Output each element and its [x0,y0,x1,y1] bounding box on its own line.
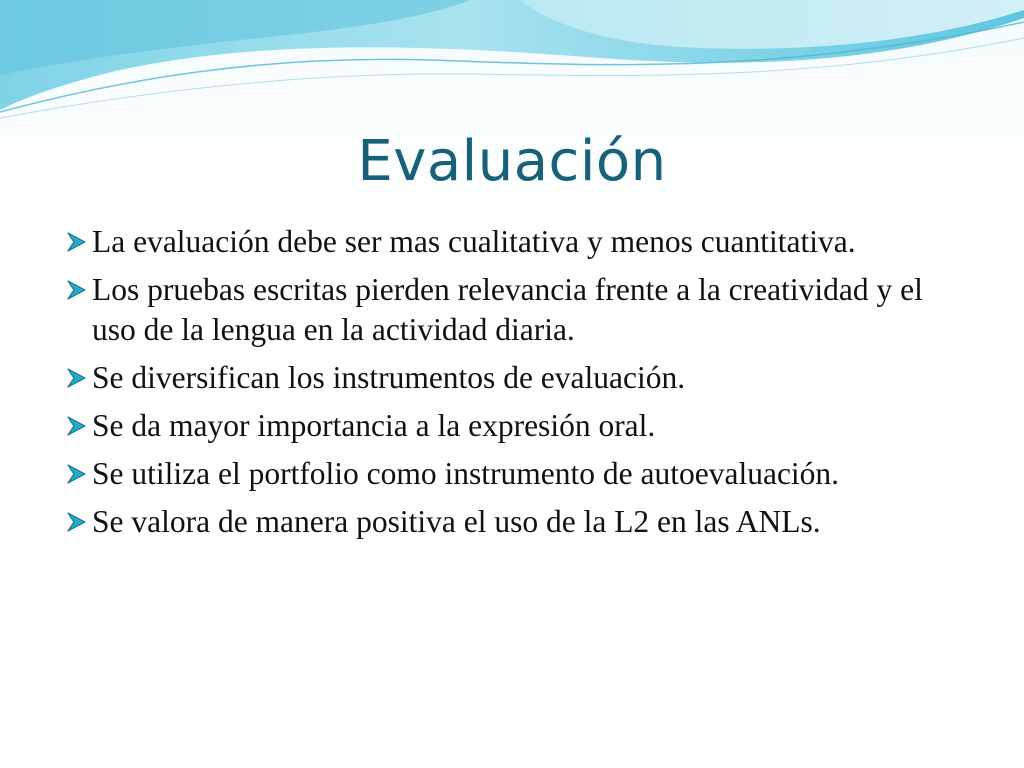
bullet-text: Los pruebas escritas pierden relevancia frente a la creatividad y el uso de la lengua en la actividad diaria. [92,272,923,347]
arrow-right-icon [65,231,89,253]
arrow-right-icon [65,367,89,389]
bullet-text: Se da mayor importancia a la expresión oral. [92,408,656,443]
wave-decoration [0,0,1024,130]
bullet-item [62,454,972,494]
bullet-text: La evaluación debe ser mas cualitativa y menos cuantitativa. [92,224,856,259]
arrow-right-icon [65,279,89,301]
bullet-item [62,358,972,398]
slide-title: Evaluación [357,129,667,194]
bullet-item [62,502,972,542]
arrow-right-icon [65,511,89,533]
bullet-item [62,406,972,446]
arrow-right-icon [65,415,89,437]
bullet-item [62,222,972,262]
bullet-list [62,222,972,550]
bullet-text: Se valora de manera positiva el uso de la L2 en las ANLs. [92,504,821,539]
arrow-right-icon [65,463,89,485]
bullet-text: Se diversifican los instrumentos de evaluación. [92,360,686,395]
bullet-text: Se utiliza el portfolio como instrumento de autoevaluación. [92,456,840,491]
bullet-item [62,270,972,350]
